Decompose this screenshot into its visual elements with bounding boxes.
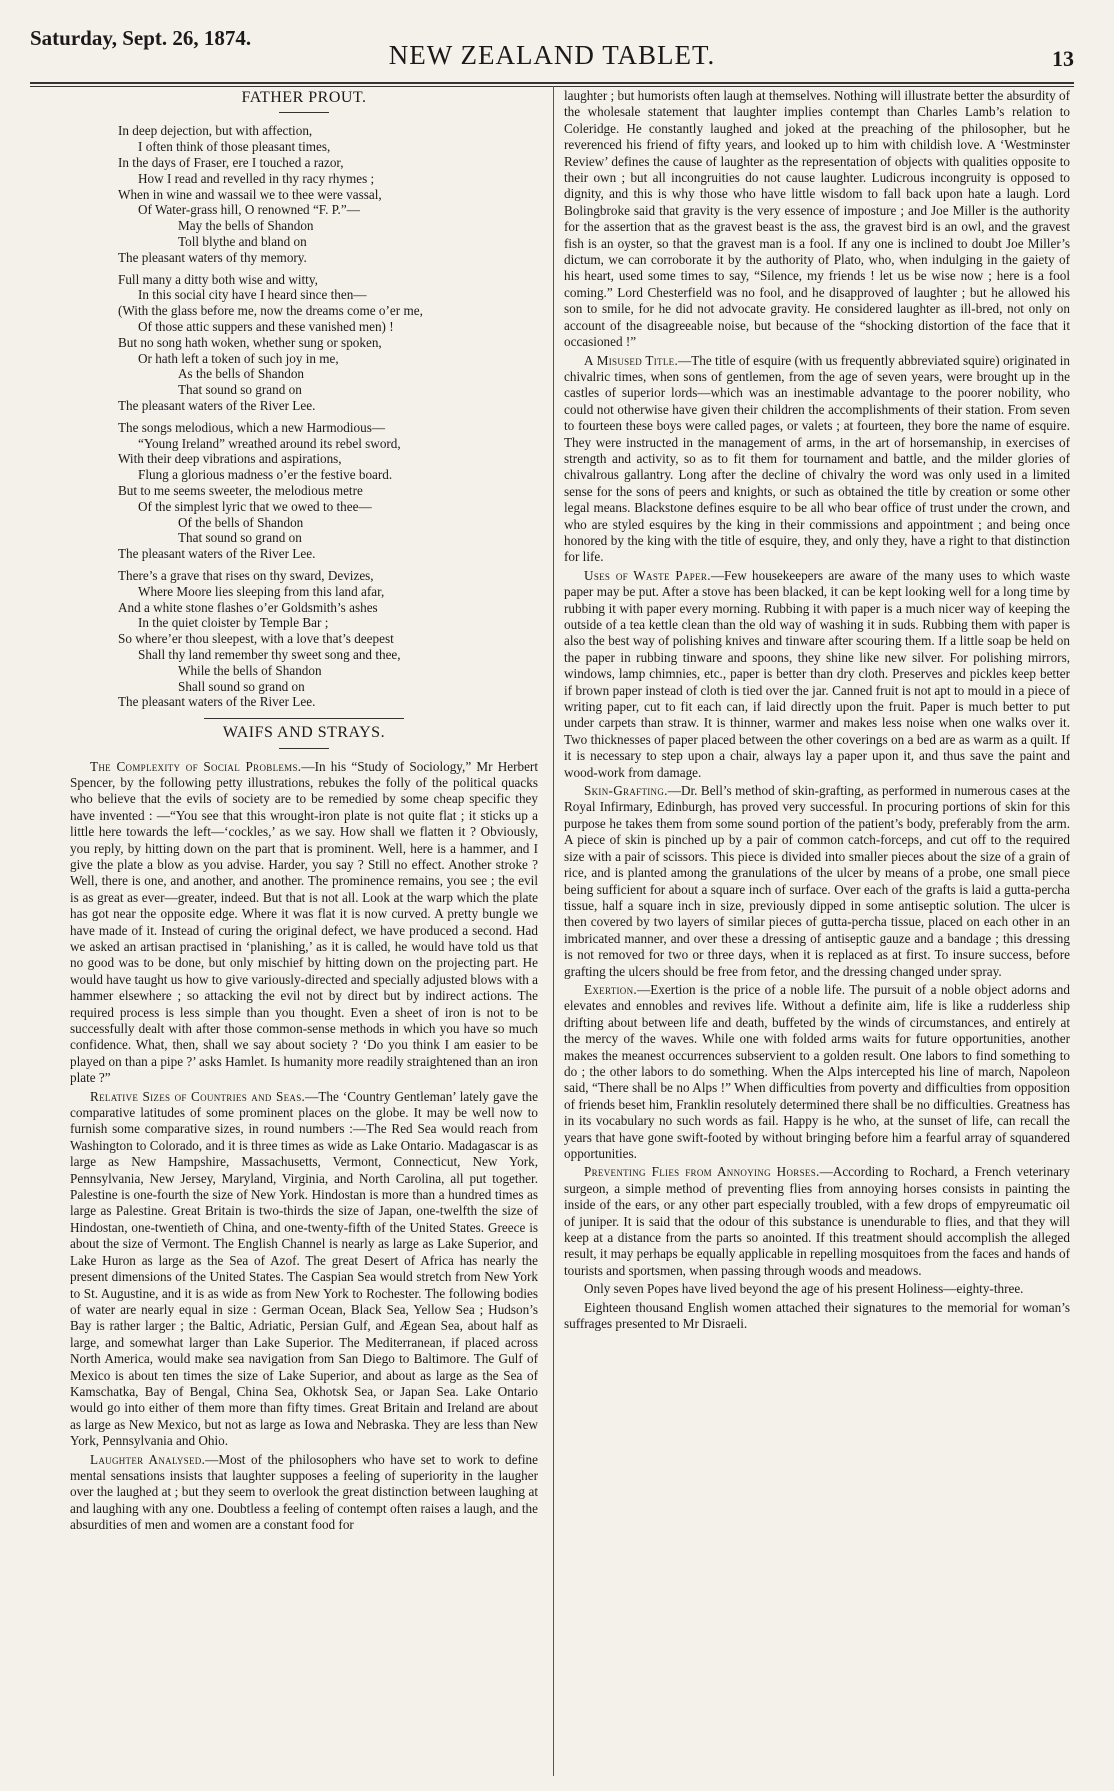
article-body: —In his “Study of Sociology,” Mr Herbert Spencer, by the following petty illustrations, rebukes the folly of the political quacks who believe that the evils of society are to be remedied by some cheap specific they have invented : —“You see that this wrought-iron plate is not quite flat ; it sticks up a little here towards the left—‘cockles,’ as we say. How shall we flatten it ? Obviously, you reply, by hitting down on the part that is prominent. Well, here is a hammer, and I give the plate a blow as you advise. Harder, you say ? Still no effect. Another stroke ? Well, there is one, and another, and another. The prominence remains, you see ; the evil is as great as ever—greater, indeed. But that is not all. Look at the warp which the plate has got near the opposite edge. Where it was flat it is now curved. A pretty bungle we have made of it. Instead of curing the original defect, we have produced a second. Had we asked an artisan practised in ‘planishing,’ as it is called, he would have told us that no good was to be done, but only mischief by hitting down on the projecting part. He would have taught us how to give variously-directed and specially adjusted blows with a hammer elsewhere ; so attacking the evil not by direct but by indirect actions. The required process is less simple than you thought. Even a sheet of iron is not to be successfully dealt with after those common-sense methods in which you have so much confidence. What, then, shall we say about society ? ‘Do you think I am easier to be played on than a pipe ?’ asks Hamlet. Is humanity more readily straightened than an iron plate ?”	[70, 758, 538, 1086]
poem-line: In this social city have I heard since then—	[138, 287, 367, 303]
masthead	[30, 18, 1074, 80]
poem-line: How I read and revelled in thy racy rhymes ;	[138, 170, 375, 186]
article-paragraph	[70, 1452, 538, 1534]
poem-line: As the bells of Shandon	[178, 366, 305, 382]
poem-line: In the quiet cloister by Temple Bar ;	[138, 615, 329, 631]
poem-stanza	[118, 123, 538, 265]
poem-stanza	[118, 272, 538, 414]
article-heading: Skin-Grafting.	[584, 783, 668, 799]
poem-line: With their deep vibrations and aspirations,	[118, 451, 342, 467]
newspaper-title: NEW ZEALAND TABLET.	[388, 40, 716, 70]
poem-line: “Young Ireland” wreathed around its rebel sword,	[138, 435, 401, 451]
poem-line: But to me seems sweeter, the melodious metre	[118, 482, 363, 498]
article-body: —The title of esquire (with us frequently abbreviated squire) originated in chivalric times, when sons of gentlemen, from the age of seven years, were brought up in the castles of superior lords—which was an inestimable advantage to the poorer nobility, who could not otherwise have given their children the accomplishments of their station. From seven to fourteen these boys were called pages, or valets ; at fourteen, they bore the name of esquire. They were instructed in the management of arms, in the art of horsemanship, in exercises of strength and activity, so as to fit them for tournament and battle, and the milder glories of chivalrous gallantry. Long after the decline of chivalry the word was only used in a limited sense for the sons of peers and knights, or such as obtained the title by creation or some other legal means. Blackstone defines esquire to be all who bear office of trust under the crown, and who are styled esquires by the king in their commissions and appointment ; and being once honored by the king with the title of esquire, they, and only they, have a right to that distinction for life.	[564, 352, 1070, 565]
poem-line: While the bells of Shandon	[178, 662, 322, 678]
column-divider	[553, 86, 554, 1776]
poem-line: Flung a glorious madness o’er the festive board.	[138, 467, 393, 483]
article-paragraph	[70, 759, 538, 1087]
poem-line: Where Moore lies sleeping from this land afar,	[138, 583, 385, 599]
article-heading: Laughter Analysed.	[90, 1451, 206, 1467]
article-paragraph	[564, 982, 1070, 1162]
poem-line: That sound so grand on	[178, 382, 302, 398]
article-paragraph	[564, 783, 1070, 980]
right-column	[564, 88, 1070, 1779]
poem-line: Shall sound so grand on	[178, 678, 305, 694]
poem-line: (With the glass before me, now the dreams come o’er me,	[118, 303, 423, 319]
poem-title: FATHER PROUT.	[241, 89, 367, 106]
poem-line: And a white stone flashes o’er Goldsmith’s ashes	[118, 599, 378, 615]
section-rule	[204, 718, 404, 719]
poem-line: Toll blythe and bland on	[178, 233, 307, 249]
article-paragraph	[564, 353, 1070, 566]
poem-line: There’s a grave that rises on thy sward, Devizes,	[118, 567, 374, 583]
poem-line: The pleasant waters of the River Lee.	[118, 546, 316, 562]
article-paragraph	[564, 1281, 1070, 1297]
article-paragraph	[70, 1089, 538, 1450]
poem-line: I often think of those pleasant times,	[138, 139, 331, 155]
right-articles	[564, 88, 1070, 1332]
article-paragraph	[564, 1164, 1070, 1279]
poem-line: Or hath left a token of such joy in me,	[138, 350, 339, 366]
poem-line: But no song hath woken, whether sung or spoken,	[118, 334, 382, 350]
article-heading: A Misused Title.	[584, 352, 679, 368]
article-paragraph	[564, 88, 1070, 351]
poem-line: May the bells of Shandon	[178, 218, 314, 234]
poem-line: Of Water-grass hill, O renowned “F. P.”—	[138, 202, 360, 218]
article-heading: Exertion.	[584, 981, 638, 997]
article-heading: Uses of Waste Paper.	[584, 567, 711, 583]
poem-line: When in wine and wassail we to thee were vassal,	[118, 186, 382, 202]
left-articles	[70, 759, 538, 1534]
issue-date: Saturday, Sept. 26, 1874.	[30, 26, 252, 50]
poem-line: In deep dejection, but with affection,	[118, 123, 313, 139]
article-body: —Exertion is the price of a noble life. The pursuit of a noble object adorns and elevates and ennobles and revives life. Without a definite aim, life is like a rudderless ship drifting about between life and death, buffeted by the winds of circumstances, and entirely at the mercy of the waves. While one with folded arms waits for future opportunities, another makes the meanest occurrences subservient to a golden result. One labors to find something to do ; the other labors to do something. When the Alps intercepted his line of march, Napoleon said, “There shall be no Alps !” When difficulties from poverty and difficulties from opposition of friends beset him, Franklin resolutely determined there shall be no difficulties. Greatness has in its vocabulary no such words as fail. Happy is he who, at the sunset of life, can recall the years that have gone swift-footed by without bringing before him a fearful array of squandered opportunities.	[564, 981, 1070, 1161]
page-number: 13	[1052, 46, 1074, 71]
poem-line: In the days of Fraser, ere I touched a razor,	[118, 155, 344, 170]
article-paragraph	[564, 568, 1070, 781]
poem-line: That sound so grand on	[178, 530, 302, 546]
poem-stanza	[118, 568, 538, 710]
article-heading: Preventing Flies from Annoying Horses.	[584, 1164, 820, 1180]
article-paragraph	[564, 1300, 1070, 1333]
article-body: —Few housekeepers are aware of the many uses to which waste paper may be put. After a stove has been blacked, it can be kept looking well for a long time by rubbing it with paper every morning. Rubbing it with paper is a much nicer way of keeping the outside of a tea kettle clean than the old way of washing it in suds. Rubbing them with paper is also the best way of polishing knives and tinware after scouring them. If a little soap be held on the paper in rubbing tinware and spoons, they shine like new silver. For polishing mirrors, windows, lamp chimnies, etc., paper is better than dry cloth. Preserves and pickles keep better if brown paper instead of cloth is tied over the jar. Canned fruit is not apt to mould in a piece of writing paper, cut to fit each can, if laid directly upon the fruit. Paper is much better to put under carpets than straw. It is thinner, warmer and makes less noise when one walks over it. Two thicknesses of paper placed between the other coverings on a bed are as warm as a quilt. If it is necessary to step upon a chair, always lay a paper upon it, and thus save the paint and wood-work from damage.	[564, 567, 1070, 780]
left-column	[70, 88, 538, 1779]
section-title: WAIFS AND STRAYS.	[222, 724, 386, 742]
poem-line: Of those attic suppers and these vanished men) !	[138, 318, 394, 334]
poem-line: The pleasant waters of thy memory.	[118, 249, 307, 265]
article-heading: Relative Sizes of Countries and Seas.	[90, 1088, 306, 1104]
poem-body	[118, 123, 538, 710]
poem-line: Of the simplest lyric that we owed to thee—	[138, 498, 372, 514]
poem-line: The pleasant waters of the River Lee.	[118, 694, 316, 710]
poem-line: Shall thy land remember thy sweet song and thee,	[138, 646, 401, 662]
poem-line: So where’er thou sleepest, with a love that’s deepest	[118, 631, 394, 647]
article-heading: The Complexity of Social Problems.	[90, 758, 302, 774]
article-body: Eighteen thousand English women attached their signatures to the memorial for woman’s suffrages presented to Mr Disraeli.	[564, 1299, 1070, 1332]
poem-line: Full many a ditty both wise and witty,	[118, 271, 318, 287]
article-body: —According to Rochard, a French veterinary surgeon, a simple method of preventing flies from annoying horses consists in painting the inside of the ears, or any other part especially troubled, with a few drops of empyreumatic oil of juniper. It is said that the odour of this substance is unendurable to flies, and that they will keep at a distance from the parts so anointed. If this treatment should accomplish the alleged result, it may perhaps be equally applicable in repelling mosquitoes from the faces and hands of tourists and sportsmen, when passing through woods and meadows.	[564, 1164, 1070, 1278]
article-body: Only seven Popes have lived beyond the age of his present Holiness—eighty-three.	[584, 1281, 1024, 1297]
title-rule	[279, 112, 329, 113]
header-rule	[30, 82, 1074, 87]
poem-line: The songs melodious, which a new Harmodious—	[118, 419, 386, 435]
article-body: —The ‘Country Gentleman’ lately gave the comparative latitudes of some prominent places on the globe. It may be well now to furnish some comparative sizes, in round numbers :—The Red Sea would reach from Washington to Colorado, and it is three times as wide as Lake Ontario. Madagascar is as large as New Hampshire, Massachusetts, Vermont, Connecticut, New York, Pennsylvania, New Jersey, Maryland, Virginia, and North Carolina, all put together. Palestine is one-fourth the size of New York. Hindostan is more than a hundred times as large as Palestine. Great Britain is two-thirds the size of Japan, one-twelfth the size of Hindostan, one-twentieth of China, and one-twenty-fifth of the United States. Greece is about the size of Vermont. The English Channel is nearly as large as Lake Superior, and Lake Huron as large as the Sea of Azof. The great Desert of Africa has nearly the present dimensions of the United States. The Caspian Sea would stretch from New York to St. Augustine, and it is as wide as from New York to Rochester. The following bodies of water are nearly equal in size : German Ocean, Black Sea, Yellow Sea ; Hudson’s Bay is rather larger ; the Baltic, Adriatic, Persian Gulf, and Ægean Sea, about half as large, and somewhat larger than Lake Superior. The Mediterranean, if placed across North America, would make sea navigation from San Diego to Baltimore. The Gulf of Mexico is about ten times the size of Lake Superior, and about as large as the Sea of Kamschatka, Bay of Bengal, China Sea, Okhotsk Sea, or Japan Sea. Lake Ontario would go into either of them more than fifty times. Great Britain and Ireland are about as large as New Mexico, but not as large as Iowa and Nebraska. They are less than New York, Pennsylvania and Ohio.	[70, 1088, 538, 1449]
poem-stanza	[118, 420, 538, 562]
article-body: laughter ; but humorists often laugh at themselves. Nothing will illustrate better the absurdity of the wholesale statement that laughter implies contempt than Charles Lamb’s relation to Coleridge. He constantly laughed and joked at the preaching of the philosopher, but he reverenced his friend of fifty years, and looked up to him with childish love. A ‘Westminster Review’ defines the cause of laughter as the representation of objects with qualities opposite to their own ; but all incongruities do not cause laughter. Ludicrous incongruity is opposed to dignity, and this is why those who have little wisdom to fall back upon hate a laugh. Lord Bolingbroke said that gravity is the very essence of imposture ; and Joe Miller is the authority for the assertion that as the gravest beast is the ass, the gravest bird is an owl, and the gravest fish is an oyster, so that the gravest man is a fool. If any one is inclined to doubt Joe Miller’s dictum, we can corroborate it by the authority of Plato, who, when indulging in the gaiety of his heart, used some times to say, “Silence, my friends ! let us be wise now ; here is a fool coming.” Lord Chesterfield was no fool, and he disapproved of laughter ; but he allowed his son to smile, for he did not advocate gravity. He considered laughter as ill-bred, not only on account of the disagreeable noise, but because of the “shocking distortion of the face that it occasioned !”	[564, 88, 1070, 350]
article-body: —Most of the philosophers who have set to work to define mental sensations insists that laughter supposes a feeling of superiority in the laugher over the laughed at ; but they seem to overlook the great distinction between laughing at and laughing with any one. Doubtless a feeling of contempt often raises a laugh, and the absurdities of men and women are a constant food for	[70, 1451, 538, 1533]
article-body: —Dr. Bell’s method of skin-grafting, as performed in numerous cases at the Royal Infirmary, Edinburgh, has proved very successful. In procuring portions of skin for this purpose he takes them from some sound portion of the patient’s body, preferably from the arm. A piece of skin is pinched up by a pair of common catch-forceps, and cut off to the required size with a pair of scissors. This piece is divided into smaller pieces about the size of a grain of rice, and is planted among the granulations of the ulcer by means of a probe, one small piece being sufficient for about a square inch of surface. Over each of the grafts is laid a gutta-percha tissue, half a square inch in size, previously dipped in some antiseptic solution. The ulcer is then covered by two layers of similar pieces of gutta-percha tissue, placed on each other in an imbricated manner, and over these a dressing of antiseptic gauze and a bandage ; this dressing is not removed for two or three days, when it is replaced as at first. To insure success, before grafting the ulcers should be free from fetor, and the dressing changed under spray.	[564, 783, 1070, 979]
poem-line: The pleasant waters of the River Lee.	[118, 397, 316, 413]
poem-line: Of the bells of Shandon	[178, 514, 304, 530]
section-title-rule	[279, 748, 329, 749]
